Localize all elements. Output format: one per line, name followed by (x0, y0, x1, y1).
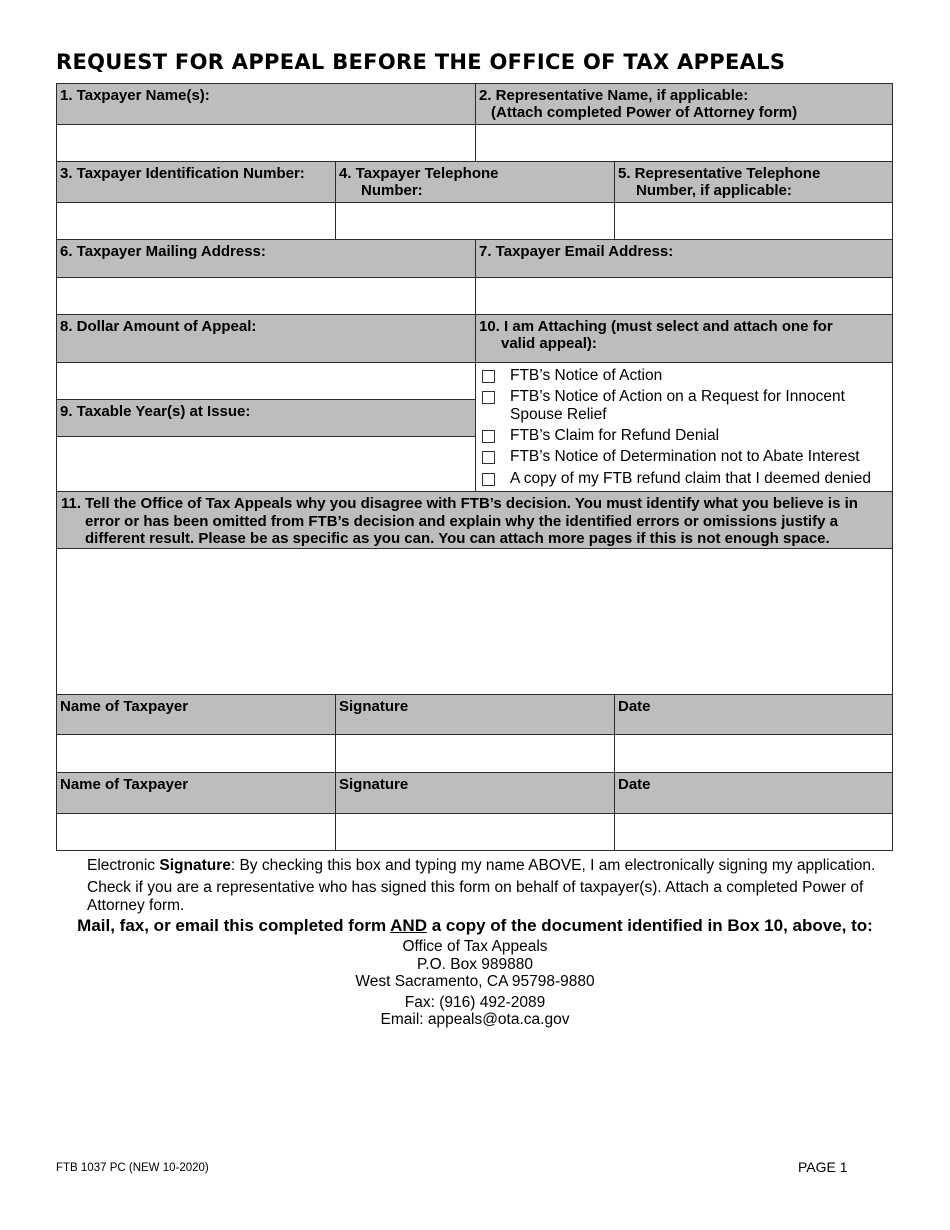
checkbox[interactable] (482, 451, 495, 464)
date-field-2[interactable] (614, 813, 893, 851)
taxpayer-name-sig-field-2[interactable] (56, 813, 336, 851)
taxpayer-telephone-field[interactable] (335, 202, 615, 240)
form-identifier: FTB 1037 PC (NEW 10-2020) (56, 1162, 209, 1174)
representative-name-field[interactable] (475, 124, 893, 162)
attach-options-group (475, 362, 893, 492)
date-input[interactable] (615, 735, 892, 772)
representative-telephone-input[interactable] (615, 203, 892, 239)
checkbox[interactable] (482, 473, 495, 486)
representative-telephone-field[interactable] (614, 202, 893, 240)
taxpayer-name-input[interactable] (57, 125, 475, 161)
email-address-input[interactable] (476, 278, 892, 314)
signature-field[interactable] (335, 734, 615, 773)
disagreement-explanation-field[interactable] (56, 548, 893, 695)
signature-field-2[interactable] (335, 813, 615, 851)
taxpayer-name-sig-input-2[interactable] (57, 814, 335, 850)
attach-option-notice-of-action[interactable]: FTB’s Notice of Action (482, 367, 888, 385)
signature-input-2[interactable] (336, 814, 614, 850)
dollar-amount-input[interactable] (57, 363, 475, 399)
taxpayer-name-sig-label-2: Name of Taxpayer (56, 772, 336, 814)
checkbox[interactable] (482, 430, 495, 443)
email-address-field[interactable] (475, 277, 893, 315)
taxable-years-field[interactable] (56, 436, 476, 492)
attach-option-deemed-denied[interactable]: A copy of my FTB refund claim that I deemed denied (482, 470, 888, 488)
representative-name-label: 2. Representative Name, if applicable: (Attach completed Power of Attorney form) (475, 83, 893, 125)
attaching-label: 10. I am Attaching (must select and attach one for valid appeal): (475, 314, 893, 363)
mailing-address-input[interactable] (57, 278, 475, 314)
representative-name-input[interactable] (476, 125, 892, 161)
dollar-amount-label: 8. Dollar Amount of Appeal: (56, 314, 476, 363)
taxpayer-name-field[interactable] (56, 124, 476, 162)
email-address-label: 7. Taxpayer Email Address: (475, 239, 893, 278)
mailing-address-field[interactable] (56, 277, 476, 315)
signature-label-2: Signature (335, 772, 615, 814)
date-field[interactable] (614, 734, 893, 773)
representative-telephone-label: 5. Representative Telephone Number, if applicable: (614, 161, 893, 203)
taxpayer-name-sig-field[interactable] (56, 734, 336, 773)
attach-option-claim-refund-denial[interactable]: FTB’s Claim for Refund Denial (482, 427, 888, 445)
form-title: REQUEST FOR APPEAL BEFORE THE OFFICE OF TAX APPEALS (56, 50, 786, 74)
taxpayer-name-label: 1. Taxpayer Name(s): (56, 83, 476, 125)
attach-option-innocent-spouse[interactable]: FTB’s Notice of Action on a Request for Innocent Spouse Relief (482, 388, 888, 424)
date-input-2[interactable] (615, 814, 892, 850)
taxpayer-id-label: 3. Taxpayer Identification Number: (56, 161, 336, 203)
checkbox[interactable] (482, 370, 495, 383)
attach-option-interest-abatement[interactable]: FTB’s Notice of Determination not to Abate Interest (482, 448, 888, 466)
disagreement-explanation-label: 11. Tell the Office of Tax Appeals why you disagree with FTB’s decision. You must identify what you believe is in error or has been omitted from FTB’s decision and explain why the identified errors or omissions justify a different result. Please be as specific as you can. You can attach more pages if this is not enough space. (56, 491, 893, 549)
taxpayer-name-sig-input[interactable] (57, 735, 335, 772)
taxable-years-input[interactable] (57, 437, 475, 491)
date-label-2: Date (614, 772, 893, 814)
taxpayer-id-field[interactable] (56, 202, 336, 240)
electronic-signature-statement[interactable]: Electronic Signature: By checking this box and typing my name ABOVE, I am electronically signing my application. (87, 857, 876, 874)
signature-label: Signature (335, 694, 615, 735)
mailing-address-block: Office of Tax Appeals P.O. Box 989880 West Sacramento, CA 95798-9880 Fax: (916) 492-2089 Email: appeals@ota.ca.gov (355, 938, 595, 1028)
checkbox[interactable] (482, 391, 495, 404)
representative-check-statement[interactable]: Check if you are a representative who has signed this form on behalf of taxpayer(s). Attach a completed Power of Attorney form. (87, 879, 864, 914)
disagreement-explanation-textarea[interactable] (57, 549, 892, 694)
page-number: PAGE 1 (798, 1159, 848, 1175)
mailing-address-label: 6. Taxpayer Mailing Address: (56, 239, 476, 278)
taxpayer-id-input[interactable] (57, 203, 335, 239)
taxpayer-telephone-input[interactable] (336, 203, 614, 239)
date-label: Date (614, 694, 893, 735)
dollar-amount-field[interactable] (56, 362, 476, 400)
taxpayer-name-sig-label: Name of Taxpayer (56, 694, 336, 735)
mailing-instruction: Mail, fax, or email this completed form AND a copy of the document identified in Box 10, above, to: (77, 916, 873, 935)
taxable-years-label: 9. Taxable Year(s) at Issue: (56, 399, 476, 437)
signature-input[interactable] (336, 735, 614, 772)
taxpayer-telephone-label: 4. Taxpayer Telephone Number: (335, 161, 615, 203)
